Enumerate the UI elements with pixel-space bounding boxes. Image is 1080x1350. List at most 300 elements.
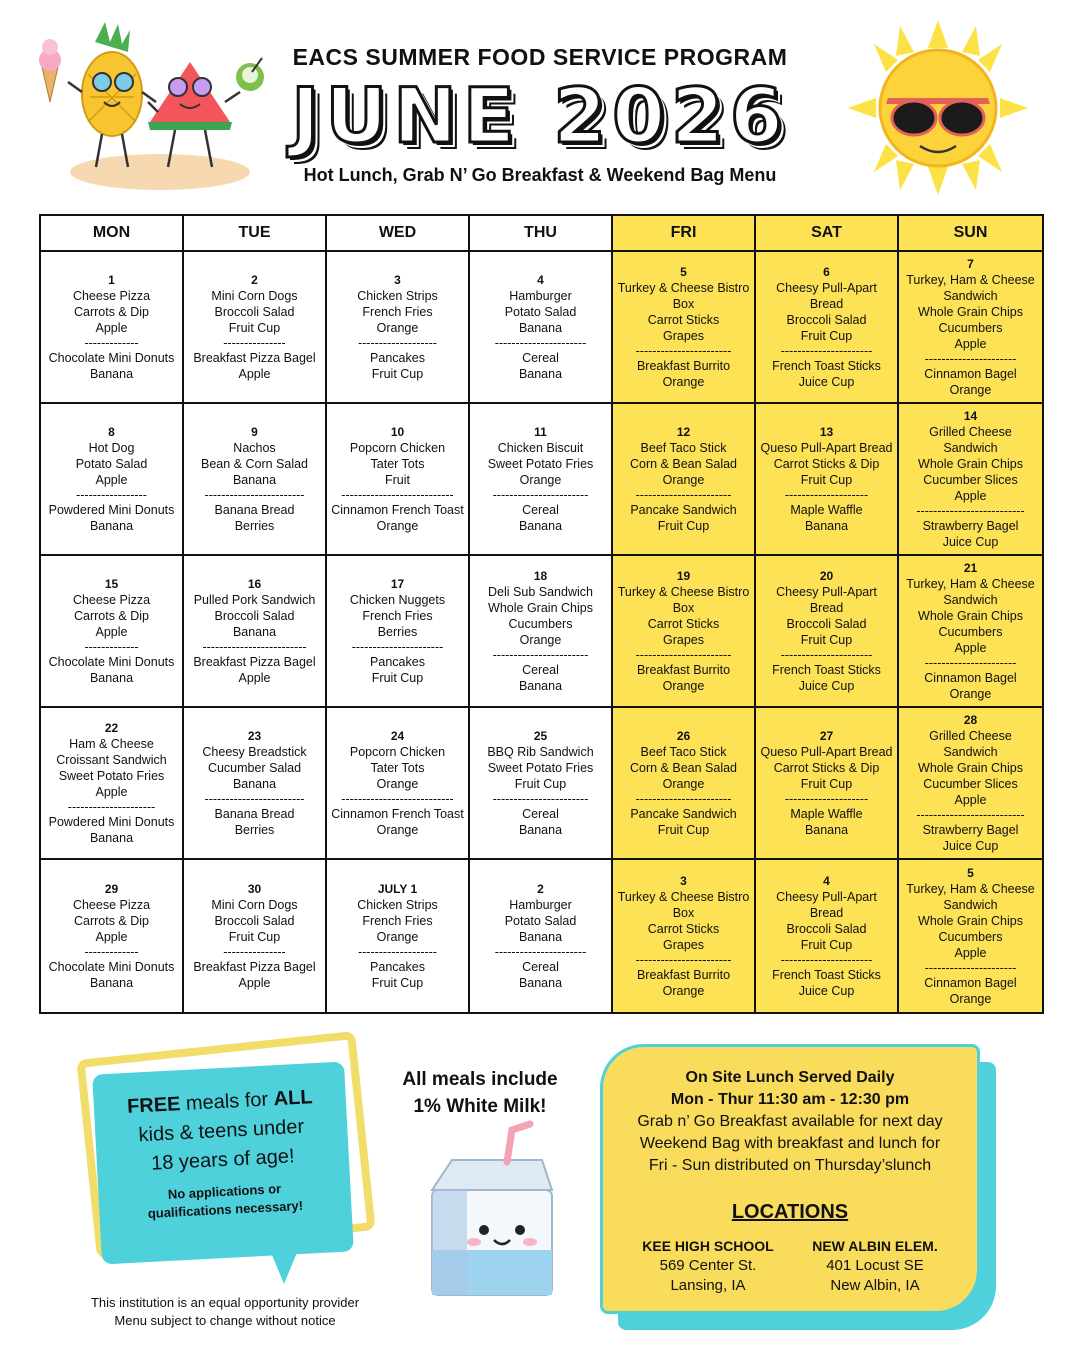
menu-item: Cinnamon Bagel	[924, 671, 1017, 685]
day-header-mon: MON	[41, 216, 184, 252]
service-info-box	[600, 1044, 980, 1314]
menu-item: Chocolate Mini Donuts	[48, 655, 175, 669]
day-header-sat: SAT	[756, 216, 899, 252]
day-number: 3	[680, 874, 687, 888]
fruit-characters-illustration	[30, 22, 270, 197]
menu-item: Berries	[234, 519, 275, 533]
header	[250, 44, 830, 186]
day-number: 6	[823, 265, 830, 279]
meal-separator: ----------------------	[780, 344, 873, 358]
meal-separator: ---------------------------	[341, 488, 454, 502]
day-number: 5	[967, 866, 974, 880]
day-number: 26	[676, 729, 691, 743]
meal-separator: -----------------------	[635, 648, 732, 662]
day-number: 29	[104, 882, 119, 896]
menu-item: Broccoli Salad	[786, 313, 867, 327]
coconut-drink-icon	[236, 58, 264, 91]
menu-item: Maple Waffle	[790, 807, 863, 821]
menu-item: Carrot Sticks & Dip	[773, 457, 880, 471]
menu-item: Cinnamon French Toast	[331, 503, 464, 517]
menu-item: Pancakes	[370, 960, 425, 974]
day-cell	[756, 708, 899, 860]
meal-separator: ---------------	[223, 336, 286, 350]
menu-item: Orange	[376, 321, 419, 335]
menu-item: Berries	[377, 625, 418, 639]
menu-item: Juice Cup	[942, 535, 999, 549]
day-cell	[899, 404, 1042, 556]
menu-item: Banana	[804, 823, 849, 837]
day-number: 13	[819, 425, 834, 439]
menu-item: Sweet Potato Fries	[487, 457, 594, 471]
menu-item: Cereal	[522, 960, 559, 974]
meal-separator: ----------------------	[924, 656, 1017, 670]
menu-item: Orange	[662, 777, 705, 791]
day-cell	[41, 556, 184, 708]
menu-item: Breakfast Burrito	[636, 968, 731, 982]
menu-subtitle: Hot Lunch, Grab N’ Go Breakfast & Weekend Bag Menu	[303, 165, 777, 185]
lunch-hours: Mon - Thur 11:30 am - 12:30 pm	[670, 1091, 910, 1108]
menu-item: Whole Grain Chips	[918, 761, 1023, 775]
menu-item: Cereal	[522, 663, 559, 677]
day-number: 23	[247, 729, 262, 743]
menu-item: Orange	[376, 519, 419, 533]
menu-item: Cheese Pizza	[72, 898, 151, 912]
menu-item: Carrot Sticks	[647, 313, 720, 327]
menu-item: Potato Salad	[75, 457, 148, 471]
day-number: 17	[390, 577, 405, 591]
menu-item: Banana	[518, 930, 563, 944]
meal-separator: --------------------	[784, 792, 869, 806]
disclaimer	[60, 1294, 390, 1330]
menu-item: Grilled Cheese Sandwich	[929, 729, 1012, 759]
menu-item: Cinnamon French Toast	[331, 807, 464, 821]
meal-separator: ---------------------	[67, 800, 156, 814]
grab-n-go-text: Grab n’ Go Breakfast available for next day	[637, 1113, 943, 1130]
day-cell	[470, 556, 613, 708]
locations-heading: LOCATIONS	[731, 1201, 849, 1223]
menu-item: Potato Salad	[504, 914, 577, 928]
menu-item: Nachos	[233, 441, 276, 455]
day-cell	[184, 252, 327, 404]
ice-cream-icon	[39, 39, 61, 102]
menu-item: Cheesy Pull-Apart Bread	[776, 890, 877, 920]
day-cell	[184, 404, 327, 556]
day-header-sun: SUN	[899, 216, 1042, 252]
location-kee-high-school	[642, 1236, 773, 1296]
day-cell	[613, 860, 756, 1012]
day-number: 7	[967, 257, 974, 271]
menu-item: Banana	[89, 831, 134, 845]
day-number: 24	[390, 729, 405, 743]
menu-item: Orange	[376, 777, 419, 791]
menu-item: Cucumbers	[938, 321, 1003, 335]
day-cell	[756, 860, 899, 1012]
menu-item: Bean & Corn Salad	[200, 457, 308, 471]
no-application-line1: No applications or	[167, 1181, 282, 1202]
location-street: 569 Center St.	[659, 1257, 757, 1274]
free-meals-line2: kids & teens under	[138, 1115, 305, 1147]
free-meals-text: meals for	[179, 1088, 275, 1116]
menu-item: Maple Waffle	[790, 503, 863, 517]
day-number: 25	[533, 729, 548, 743]
menu-item: Banana	[518, 519, 563, 533]
free-meals-bubble	[92, 1062, 354, 1265]
menu-item: Turkey & Cheese Bistro Box	[617, 281, 750, 311]
menu-item: Fruit Cup	[228, 930, 281, 944]
day-cell	[899, 708, 1042, 860]
milk-line1: All meals include	[402, 1069, 558, 1090]
milk-carton-icon	[412, 1120, 562, 1300]
day-number: JULY 1	[377, 882, 418, 896]
menu-item: Fruit Cup	[800, 938, 853, 952]
menu-item: Carrot Sticks	[647, 922, 720, 936]
day-number: 21	[963, 561, 978, 575]
day-cell	[184, 708, 327, 860]
menu-item: Banana	[89, 367, 134, 381]
meal-separator: -----------------------	[635, 488, 732, 502]
meal-separator: ----------------------	[924, 961, 1017, 975]
day-cell	[41, 252, 184, 404]
meal-separator: --------------------	[784, 488, 869, 502]
menu-item: Grilled Cheese Sandwich	[929, 425, 1012, 455]
menu-item: Broccoli Salad	[214, 914, 295, 928]
day-cell	[470, 252, 613, 404]
day-number: 18	[533, 569, 548, 583]
menu-item: Beef Taco Stick	[640, 441, 727, 455]
day-cell	[327, 252, 470, 404]
menu-item: Apple	[238, 976, 271, 990]
menu-item: French Fries	[362, 609, 433, 623]
menu-item: Orange	[519, 473, 562, 487]
menu-item: Fruit Cup	[800, 329, 853, 343]
meal-separator: -----------------------	[635, 792, 732, 806]
menu-item: Cheesy Pull-Apart Bread	[776, 585, 877, 615]
day-cell	[327, 860, 470, 1012]
day-number: 1	[108, 273, 115, 287]
menu-item: Cereal	[522, 351, 559, 365]
menu-item: Orange	[376, 823, 419, 837]
menu-item: Carrots & Dip	[73, 609, 150, 623]
menu-item: Turkey, Ham & Cheese Sandwich	[906, 577, 1035, 607]
day-cell	[470, 860, 613, 1012]
menu-item: Fruit Cup	[657, 823, 710, 837]
menu-item: Sweet Potato Fries	[58, 769, 165, 783]
menu-item: Chicken Strips	[357, 289, 438, 303]
menu-item: Strawberry Bagel	[922, 823, 1019, 837]
location-city: Lansing, IA	[670, 1277, 746, 1294]
meal-separator: -----------------------	[492, 488, 589, 502]
menu-item: Pancake Sandwich	[630, 503, 737, 517]
menu-item: Chocolate Mini Donuts	[48, 960, 175, 974]
menu-item: Whole Grain Chips	[918, 609, 1023, 623]
menu-item: Broccoli Salad	[786, 922, 867, 936]
day-cell	[41, 860, 184, 1012]
menu-item: Hamburger	[509, 289, 572, 303]
day-header-thu: THU	[470, 216, 613, 252]
day-cell	[327, 556, 470, 708]
menu-item: Strawberry Bagel	[922, 519, 1019, 533]
menu-item: Queso Pull-Apart Bread	[760, 441, 893, 455]
day-number: 2	[251, 273, 258, 287]
menu-item: Cinnamon Bagel	[924, 367, 1017, 381]
menu-item: Apple	[95, 930, 128, 944]
menu-item: Whole Grain Chips	[488, 601, 593, 615]
menu-item: Fruit Cup	[657, 519, 710, 533]
menu-item: Orange	[662, 984, 705, 998]
equal-opportunity-text: This institution is an equal opportunity provider	[90, 1295, 360, 1310]
menu-item: Broccoli Salad	[214, 609, 295, 623]
menu-item: Apple	[95, 321, 128, 335]
menu-item: Grapes	[663, 329, 704, 343]
program-title: EACS SUMMER FOOD SERVICE PROGRAM	[292, 44, 788, 70]
menu-item: Carrots & Dip	[73, 914, 150, 928]
menu-item: French Fries	[362, 914, 433, 928]
menu-item: Cheesy Breadstick	[202, 745, 307, 759]
day-number: 5	[680, 265, 687, 279]
menu-item: Cheese Pizza	[72, 289, 151, 303]
day-number: 30	[247, 882, 262, 896]
menu-item: Cucumbers	[938, 625, 1003, 639]
menu-item: Juice Cup	[798, 375, 855, 389]
menu-item: Orange	[949, 992, 992, 1006]
menu-item: Fruit Cup	[800, 473, 853, 487]
day-cell	[613, 252, 756, 404]
day-cell	[184, 860, 327, 1012]
menu-item: Banana	[804, 519, 849, 533]
menu-item: Apple	[954, 337, 987, 351]
menu-item: Broccoli Salad	[214, 305, 295, 319]
day-cell	[613, 404, 756, 556]
day-header-fri: FRI	[613, 216, 756, 252]
milk-heading	[380, 1066, 580, 1120]
day-number: 27	[819, 729, 834, 743]
menu-item: Whole Grain Chips	[918, 305, 1023, 319]
menu-item: Apple	[95, 785, 128, 799]
meal-separator: ----------------------	[494, 336, 587, 350]
milk-line2: 1% White Milk!	[413, 1096, 547, 1117]
meal-separator: -------------------	[357, 336, 438, 350]
day-number: 20	[819, 569, 834, 583]
no-application-line2: qualifications necessary!	[147, 1197, 304, 1221]
day-cell	[41, 404, 184, 556]
menu-item: Deli Sub Sandwich	[488, 585, 593, 599]
meal-separator: -----------------------	[492, 792, 589, 806]
menu-item: Apple	[238, 671, 271, 685]
onsite-lunch-title: On Site Lunch Served Daily	[685, 1069, 895, 1086]
menu-item: Hot Dog	[88, 441, 135, 455]
locations-list	[603, 1236, 977, 1296]
menu-item: Orange	[662, 375, 705, 389]
menu-item: Broccoli Salad	[786, 617, 867, 631]
meal-separator: -------------	[84, 945, 139, 959]
menu-item: Cucumber Slices	[923, 777, 1018, 791]
menu-item: Banana	[89, 671, 134, 685]
menu-item: Fruit Cup	[514, 777, 567, 791]
menu-item: Banana	[518, 321, 563, 335]
menu-item: Popcorn Chicken	[349, 441, 446, 455]
meal-separator: -----------------------	[635, 953, 732, 967]
meal-separator: ----------------------	[924, 352, 1017, 366]
menu-item: Turkey, Ham & Cheese Sandwich	[906, 273, 1035, 303]
day-cell	[327, 708, 470, 860]
day-header-wed: WED	[327, 216, 470, 252]
menu-item: Carrot Sticks & Dip	[773, 761, 880, 775]
menu-item: Banana Bread	[214, 807, 295, 821]
menu-item: Breakfast Burrito	[636, 359, 731, 373]
menu-item: Pancakes	[370, 655, 425, 669]
menu-item: Banana	[89, 519, 134, 533]
menu-item: Apple	[954, 641, 987, 655]
location-city: New Albin, IA	[830, 1277, 920, 1294]
menu-item: Ham & Cheese Croissant Sandwich	[56, 737, 167, 767]
menu-item: Banana	[518, 679, 563, 693]
menu-item: French Fries	[362, 305, 433, 319]
menu-item: Corn & Bean Salad	[629, 457, 737, 471]
menu-item: BBQ Rib Sandwich	[487, 745, 594, 759]
menu-item: French Toast Sticks	[772, 968, 881, 982]
all-word: ALL	[273, 1086, 314, 1111]
day-number: 11	[534, 425, 547, 439]
month-title: JUNE 2026	[291, 71, 789, 160]
menu-item: Banana	[518, 367, 563, 381]
menu-item: Turkey & Cheese Bistro Box	[617, 585, 750, 615]
day-number: 4	[823, 874, 830, 888]
meal-separator: ----------------------	[780, 648, 873, 662]
menu-item: Orange	[949, 383, 992, 397]
menu-item: Powdered Mini Donuts	[48, 815, 175, 829]
menu-item: Apple	[95, 473, 128, 487]
day-cell	[756, 252, 899, 404]
meal-separator: ---------------	[223, 945, 286, 959]
location-new-albin-elem	[812, 1236, 937, 1296]
location-street: 401 Locust SE	[826, 1257, 924, 1274]
menu-item: Banana	[232, 473, 277, 487]
location-name: KEE HIGH SCHOOL	[642, 1238, 774, 1254]
day-cell	[756, 404, 899, 556]
location-name: NEW ALBIN ELEM.	[812, 1238, 938, 1254]
meal-separator: ----------------------	[494, 945, 587, 959]
menu-item: Carrots & Dip	[73, 305, 150, 319]
menu-item: Mini Corn Dogs	[211, 898, 298, 912]
menu-item: Grapes	[663, 633, 704, 647]
day-cell	[899, 860, 1042, 1012]
menu-item: Juice Cup	[942, 839, 999, 853]
meal-separator: ----------------------	[351, 640, 444, 654]
meal-separator: -----------------------	[492, 648, 589, 662]
menu-item: Cinnamon Bagel	[924, 976, 1017, 990]
menu-item: Hamburger	[509, 898, 572, 912]
menu-change-text: Menu subject to change without notice	[114, 1313, 336, 1328]
day-number: 12	[676, 425, 691, 439]
menu-item: Breakfast Pizza Bagel	[193, 351, 316, 365]
day-number: 28	[963, 713, 978, 727]
menu-item: Cucumber Salad	[207, 761, 302, 775]
day-number: 3	[394, 273, 401, 287]
menu-item: Fruit Cup	[371, 671, 424, 685]
menu-item: Chocolate Mini Donuts	[48, 351, 175, 365]
menu-item: Apple	[954, 793, 987, 807]
meal-separator: -------------	[84, 640, 139, 654]
speech-bubble-tail	[270, 1250, 298, 1284]
menu-item: Tater Tots	[370, 457, 425, 471]
menu-item: Corn & Bean Salad	[629, 761, 737, 775]
menu-item: Banana Bread	[214, 503, 295, 517]
menu-item: Cucumbers	[938, 930, 1003, 944]
day-number: 2	[537, 882, 544, 896]
day-number: 15	[104, 577, 119, 591]
day-cell	[470, 708, 613, 860]
menu-item: Cucumber Slices	[923, 473, 1018, 487]
menu-item: Beef Taco Stick	[640, 745, 727, 759]
menu-item: Chicken Nuggets	[349, 593, 446, 607]
menu-item: Cereal	[522, 807, 559, 821]
day-number: 14	[963, 409, 978, 423]
menu-item: Mini Corn Dogs	[211, 289, 298, 303]
day-number: 9	[251, 425, 258, 439]
day-number: 10	[390, 425, 405, 439]
menu-item: Breakfast Burrito	[636, 663, 731, 677]
menu-item: Breakfast Pizza Bagel	[193, 960, 316, 974]
meal-separator: --------------------------	[916, 808, 1025, 822]
menu-item: Fruit Cup	[800, 777, 853, 791]
menu-item: Orange	[662, 679, 705, 693]
menu-item: Banana	[89, 976, 134, 990]
meal-separator: ---------------------------	[341, 792, 454, 806]
day-cell	[613, 708, 756, 860]
menu-item: Banana	[232, 625, 277, 639]
menu-item: Chicken Biscuit	[497, 441, 584, 455]
menu-item: Apple	[238, 367, 271, 381]
meal-separator: -------------	[84, 336, 139, 350]
day-cell	[184, 556, 327, 708]
menu-item: Popcorn Chicken	[349, 745, 446, 759]
menu-item: Grapes	[663, 938, 704, 952]
day-cell	[470, 404, 613, 556]
menu-calendar	[39, 214, 1044, 1014]
day-number: 4	[537, 273, 544, 287]
free-word: FREE	[126, 1093, 181, 1118]
pineapple-icon	[68, 22, 156, 167]
free-meals-line3: 18 years of age!	[150, 1145, 296, 1175]
menu-item: Breakfast Pizza Bagel	[193, 655, 316, 669]
menu-item: Carrot Sticks	[647, 617, 720, 631]
menu-item: Powdered Mini Donuts	[48, 503, 175, 517]
meal-separator: -------------------------	[202, 640, 307, 654]
menu-item: Turkey, Ham & Cheese Sandwich	[906, 882, 1035, 912]
day-number: 22	[104, 721, 119, 735]
menu-item: Queso Pull-Apart Bread	[760, 745, 893, 759]
menu-item: Fruit Cup	[371, 976, 424, 990]
sun-with-sunglasses-icon	[848, 20, 1028, 195]
menu-item: Potato Salad	[504, 305, 577, 319]
meal-separator: ------------------------	[204, 792, 305, 806]
weekend-distribution-text: Fri - Sun distributed on Thursday’slunch	[648, 1157, 932, 1174]
day-cell	[756, 556, 899, 708]
meal-separator: -----------------	[76, 488, 147, 502]
menu-item: Apple	[95, 625, 128, 639]
menu-item: Cereal	[522, 503, 559, 517]
menu-item: Chicken Strips	[357, 898, 438, 912]
menu-item: Berries	[234, 823, 275, 837]
meal-separator: ----------------------	[780, 953, 873, 967]
menu-item: Banana	[518, 976, 563, 990]
menu-item: Juice Cup	[798, 984, 855, 998]
menu-item: Fruit	[385, 473, 410, 487]
menu-item: Pancake Sandwich	[630, 807, 737, 821]
watermelon-icon	[148, 62, 240, 167]
day-number: 16	[247, 577, 262, 591]
meal-separator: ------------------------	[204, 488, 305, 502]
